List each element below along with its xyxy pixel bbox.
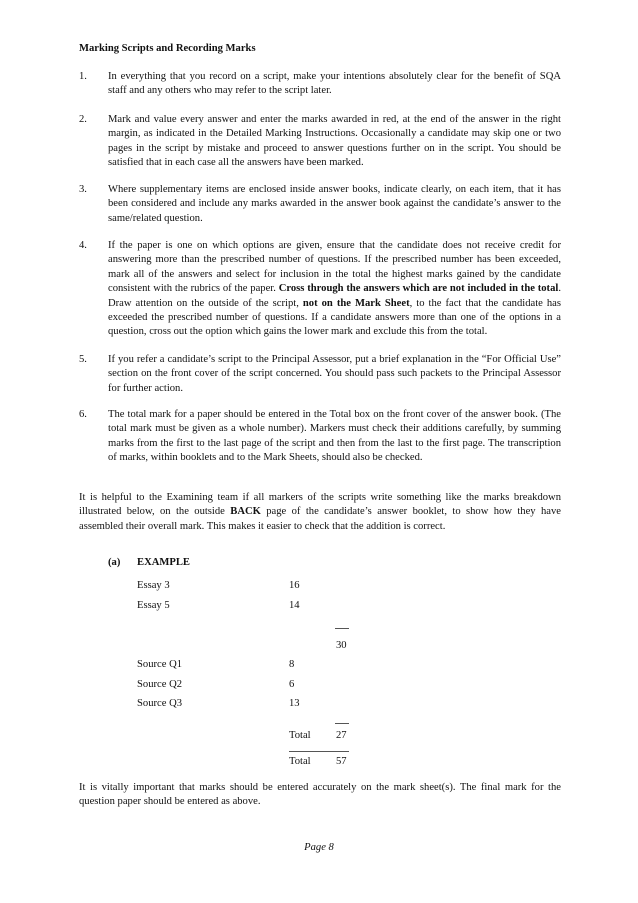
source-total-rule xyxy=(335,723,349,724)
grand-total: 57 xyxy=(336,756,347,767)
grand-total-rule xyxy=(289,751,349,752)
source-name: Source Q2 xyxy=(137,679,183,690)
source-name: Source Q3 xyxy=(137,698,183,709)
list-item-3 xyxy=(79,183,561,226)
essay-mark: 14 xyxy=(289,600,300,611)
list-item-5 xyxy=(79,353,561,396)
total-label: Total xyxy=(289,730,311,741)
source-mark: 6 xyxy=(289,679,295,690)
item-number: 2. xyxy=(79,114,87,125)
item-text: Mark and value every answer and enter the marks awarded in red, at the end of the answer in the right margin, as indicated in the Detailed Marking Instructions. Occasionally a candidate may skip one or two pages in the script by mistake and proceed to answer questions further on in the script. You should be satisfied that in each case all the answers have been marked. xyxy=(108,114,561,169)
item-number: 4. xyxy=(79,240,87,251)
essay-mark: 16 xyxy=(289,580,300,591)
total-label: Total xyxy=(289,756,311,767)
list-item-1 xyxy=(79,70,561,99)
item-text: The total mark for a paper should be entered in the Total box on the front cover of the answer book. (The total mark must be given as a whole number). Markers must check their additions carefully, by summing marks from the first to the last page of the script and then from the last to the first page. The transcription of marks, within booklets and to the Mark Sheets, should also be checked. xyxy=(108,409,561,464)
item-text: Where supplementary items are enclosed inside answer books, indicate clearly, on each item, that it has been considered and include any marks awarded in the answer book against the candidate’s answer to the same/related question. xyxy=(108,184,561,224)
item-number: 5. xyxy=(79,354,87,365)
example-label: (a) xyxy=(108,557,121,568)
source-total: 27 xyxy=(336,730,347,741)
list-item-6 xyxy=(79,408,561,466)
item-text: If the paper is one on which options are given, ensure that the candidate does not receive credit for answering more than the prescribed number of questions. If the prescribed number has been exceeded, mark all of the answers and select for inclusion in the total the highest marks gained by the candidate consistent with the rubrics of the paper. Cross through the answers which are not included in the total. Draw attention on the outside of the script, not on the Mark Sheet, to the fact that the candidate has exceeded the prescribed number of questions. If a candidate answers more than one of the options in a question, cross out the option which gains the lower mark and exclude this from the total. xyxy=(108,240,561,338)
page-number: Page 8 xyxy=(304,842,334,853)
source-mark: 13 xyxy=(289,698,300,709)
closing-paragraph: It is vitally important that marks should be entered accurately on the mark sheet(s). The final mark for the question paper should be entered as above. xyxy=(79,782,561,808)
item-number: 6. xyxy=(79,409,87,420)
example-title: EXAMPLE xyxy=(137,557,190,568)
section-heading: Marking Scripts and Recording Marks xyxy=(79,43,256,54)
item-text: In everything that you record on a script, make your intentions absolutely clear for the benefit of SQA staff and any others who may refer to the script later. xyxy=(108,71,561,97)
item-number: 3. xyxy=(79,184,87,195)
subtotal-rule xyxy=(335,628,349,629)
item-text: If you refer a candidate’s script to the Principal Assessor, put a brief explanation in the “For Official Use” section on the front cover of the script concerned. You should pass such packets to the Principal Assessor for further action. xyxy=(108,354,561,394)
essay-subtotal: 30 xyxy=(336,640,347,651)
list-item-4 xyxy=(79,239,561,340)
source-mark: 8 xyxy=(289,659,295,670)
source-name: Source Q1 xyxy=(137,659,183,670)
list-item-2 xyxy=(79,113,561,171)
essay-name: Essay 5 xyxy=(137,600,170,611)
essay-name: Essay 3 xyxy=(137,580,170,591)
item-number: 1. xyxy=(79,71,87,82)
breakdown-paragraph: It is helpful to the Examining team if all markers of the scripts write something like the marks breakdown illustrated below, on the outside BACK page of the candidate’s answer booklet, to show how they have assembled their overall mark. This makes it easier to check that the addition is correct. xyxy=(79,492,561,532)
